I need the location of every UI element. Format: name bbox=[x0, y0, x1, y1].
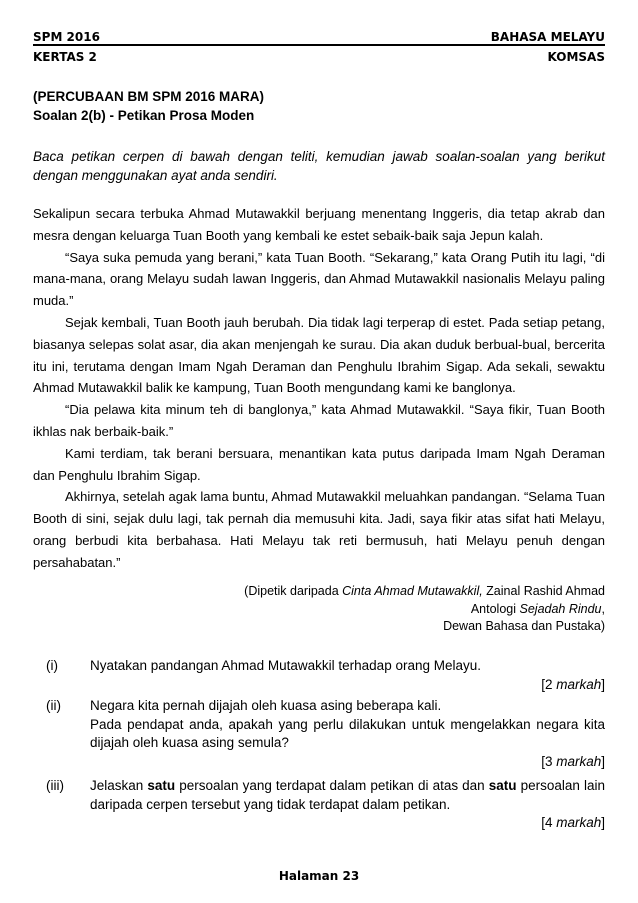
marks-label: [2 markah] bbox=[541, 676, 605, 692]
running-header-top bbox=[33, 30, 605, 44]
page-number: Halaman 23 bbox=[278, 869, 360, 883]
question-number: (i) bbox=[46, 658, 58, 673]
story-passage bbox=[33, 203, 605, 574]
passage-paragraph: Kami terdiam, tak berani bersuara, menantikan kata putus daripada Imam Ngah Deraman dan Penghulu Ibrahim Sigap. bbox=[33, 445, 605, 483]
passage-paragraph: Akhirnya, setelah agak lama buntu, Ahmad Mutawakkil meluahkan pandangan. “Selama Tuan Booth di sini, sejak dulu lagi, tak pernah dia memusuhi kita. Jadi, saya fikir atas sifat hati Melayu, orang berbudi kita berbahasa. Hati Melayu tak reti bermusuh, hati Melayu penuh dengan persahabatan.” bbox=[33, 489, 605, 570]
section-label: KOMSAS bbox=[547, 50, 605, 64]
question-iii bbox=[33, 777, 605, 833]
question-number: (ii) bbox=[46, 698, 61, 713]
citation-text: , bbox=[601, 601, 605, 616]
question-text: Nyatakan pandangan Ahmad Mutawakkil terhadap orang Melayu. bbox=[90, 658, 481, 673]
exam-label: SPM 2016 bbox=[33, 30, 100, 44]
question-number: (iii) bbox=[46, 778, 64, 793]
citation-line-1 bbox=[33, 583, 605, 601]
header-divider bbox=[33, 44, 605, 46]
marks-label: [4 markah] bbox=[541, 815, 605, 830]
question-text: Pada pendapat anda, apakah yang perlu dilakukan untuk mengelakkan negara kita dijajah oleh kuasa asing semula? bbox=[90, 716, 605, 750]
citation-author: Zainal Rashid Ahmad bbox=[482, 584, 605, 598]
citation-line-2 bbox=[33, 601, 605, 619]
question-i bbox=[33, 657, 605, 694]
passage-paragraph: “Saya suka pemuda yang berani,” kata Tuan Booth. “Sekarang,” kata Orang Putih itu lagi, “di mana-mana, orang Melayu sudah lawan Inggeris, dan Ahmad Mutawakkil nasionalis Melayu paling muda.” bbox=[33, 249, 605, 309]
marks-label: [3 markah] bbox=[541, 753, 605, 769]
title-line-1: (PERCUBAAN BM SPM 2016 MARA) bbox=[33, 89, 265, 104]
citation-line-3: Dewan Bahasa dan Pustaka) bbox=[443, 619, 605, 633]
instruction-text: Baca petikan cerpen di bawah dengan teliti, kemudian jawab soalan-soalan yang berikut dengan menggunakan ayat anda sendiri. bbox=[33, 149, 605, 183]
question-text: Jelaskan satu persoalan yang terdapat dalam petikan di atas dan satu persoalan lain daripada cerpen tersebut yang tidak terdapat dalam petikan. bbox=[90, 778, 605, 812]
section-title bbox=[33, 87, 605, 125]
subject-label: BAHASA MELAYU bbox=[490, 30, 605, 44]
passage-paragraph: Sekalipun secara terbuka Ahmad Mutawakkil berjuang menentang Inggeris, dia tetap akrab dan mesra dengan keluarga Tuan Booth yang kembali ke estet sebaik-baik saja Jepun kalah. bbox=[33, 206, 605, 243]
citation-work-title: Cinta Ahmad Mutawakkil, bbox=[342, 584, 483, 598]
citation-text: Antologi bbox=[470, 601, 520, 616]
title-line-2: Soalan 2(b) - Petikan Prosa Moden bbox=[33, 108, 255, 123]
question-text: Negara kita pernah dijajah oleh kuasa asing beberapa kali. bbox=[90, 698, 442, 713]
passage-paragraph: Sejak kembali, Tuan Booth jauh berubah. Dia tidak lagi terperap di estet. Pada setiap petang, biasanya selepas solat asar, dia akan menjengah ke surau. Dia akan duduk berbual-bual, bercerita itu ini, terutama dengan Imam Ngah Deraman dan Penghulu Ibrahim Sigap. Ada sekali, sewaktu Ahmad Mutawakkil balik ke kampung, Tuan Booth mengundang kami ke banglonya. bbox=[33, 314, 605, 396]
passage-paragraph: “Dia pelawa kita minum teh di banglonya,” kata Ahmad Mutawakkil. “Saya fikir, Tuan Booth ikhlas nak berbaik-baik.” bbox=[33, 402, 605, 439]
source-citation bbox=[33, 583, 605, 636]
citation-anthology-title: Sejadah Rindu bbox=[519, 601, 602, 616]
question-ii bbox=[33, 697, 605, 771]
citation-text: (Dipetik daripada bbox=[244, 584, 343, 598]
paper-label: KERTAS 2 bbox=[33, 50, 97, 64]
running-header-bottom bbox=[33, 50, 605, 64]
